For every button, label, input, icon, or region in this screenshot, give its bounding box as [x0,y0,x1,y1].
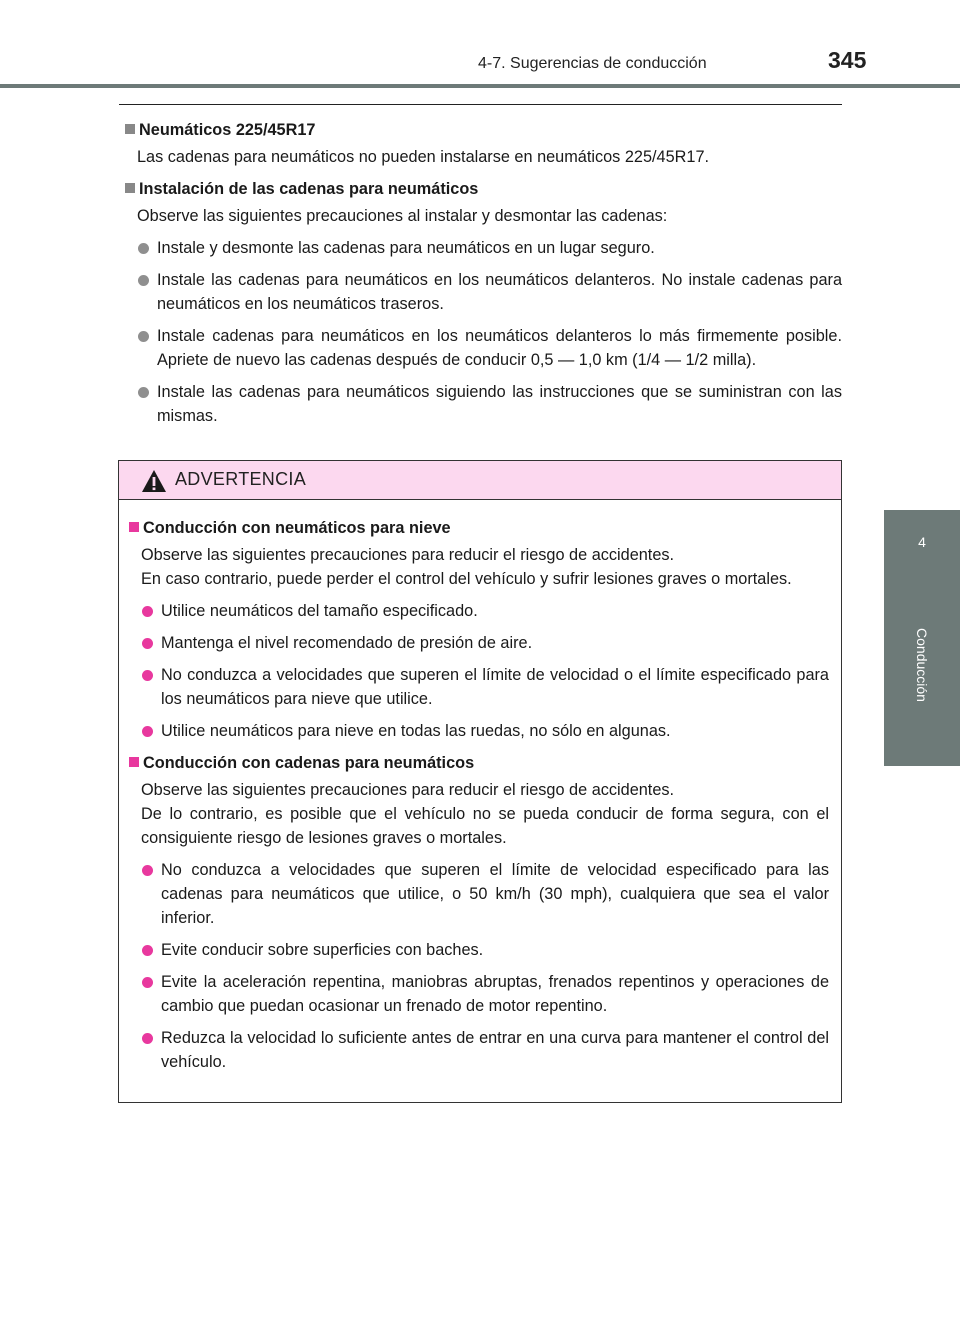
warning-line: Observe las siguientes precauciones para reducir el riesgo de accidentes. [141,781,675,799]
list-item-text: Instale las cadenas para neumáticos en los neumáticos delanteros. No instale cadenas para neumáticos en los neumáticos traseros. [157,271,842,313]
list-item-text: Instale las cadenas para neumáticos siguiendo las instrucciones que se suministran con las mismas. [157,383,842,425]
section-heading [125,177,842,201]
circle-bullet-icon [138,275,149,286]
chapter-label: Conducción [914,628,930,702]
circle-bullet-icon [138,331,149,342]
circle-bullet-icon [142,670,153,681]
list-item [129,970,829,1018]
circle-bullet-icon [138,243,149,254]
circle-bullet-icon [142,945,153,956]
warning-section-heading [129,516,829,540]
circle-bullet-icon [142,977,153,988]
warning-body [129,516,829,1082]
section-title: 4-7. Sugerencias de conducción [478,55,707,72]
list-item [129,858,829,930]
list-item-text: Utilice neumáticos para nieve en todas las ruedas, no sólo en algunas. [161,722,671,740]
warning-text [129,778,829,850]
list-item-text: Utilice neumáticos del tamaño especificado. [161,602,478,620]
section-heading [125,118,842,142]
page-number: 345 [828,47,867,73]
warning-triangle-icon [141,469,167,493]
list-item-text: Evite conducir sobre superficies con baches. [161,941,484,959]
chapter-tab [884,510,960,766]
circle-bullet-icon [138,387,149,398]
list-item-text: Evite la aceleración repentina, maniobras abruptas, frenados repentinos y operaciones de cambio que puedan ocasionar un frenado de motor repentino. [161,973,829,1015]
list-item-text: No conduzca a velocidades que superen el límite de velocidad o el límite especificado para los neumáticos para nieve que utilice. [161,666,829,708]
warning-header [119,461,841,500]
list-item-text: Reduzca la velocidad lo suficiente antes de entrar en una curva para mantener el control del vehículo. [161,1029,829,1071]
list-item [129,1026,829,1074]
circle-bullet-icon [142,638,153,649]
list-item [129,938,829,962]
section-heading-text: Neumáticos 225/45R17 [139,121,316,139]
main-content [125,118,842,436]
circle-bullet-icon [142,865,153,876]
list-item [125,380,842,428]
circle-bullet-icon [142,606,153,617]
list-item [125,324,842,372]
list-item [129,663,829,711]
section-text: Las cadenas para neumáticos no pueden instalarse en neumáticos 225/45R17. [137,148,710,166]
warning-heading-text: Conducción con cadenas para neumáticos [143,754,475,772]
list-item [129,631,829,655]
list-item [129,719,829,743]
chapter-number: 4 [918,534,926,550]
chapter-label-wrap [884,570,960,750]
list-item [125,236,842,260]
square-bullet-icon [129,522,139,532]
warning-line: Observe las siguientes precauciones para reducir el riesgo de accidentes. [141,546,675,564]
list-item-text: Instale cadenas para neumáticos en los neumáticos delanteros lo más firmemente posible. Apriete de nuevo las cadenas después de conducir 0,5 — 1,0 km (1/4 — 1/2 milla). [157,327,842,369]
warning-line: De lo contrario, es posible que el vehículo no se pueda conducir de forma segura, con el consiguiente riesgo de lesiones graves o mortales. [141,805,829,847]
warning-text [129,543,829,591]
list-item [129,599,829,623]
warning-heading-text: Conducción con neumáticos para nieve [143,519,451,537]
square-bullet-icon [125,124,135,134]
warning-section-heading [129,751,829,775]
warning-title: ADVERTENCIA [175,469,306,489]
list-item-text: Mantenga el nivel recomendado de presión de aire. [161,634,533,652]
section-heading-text: Instalación de las cadenas para neumáticos [139,180,479,198]
top-rule [119,104,842,105]
square-bullet-icon [129,757,139,767]
header-bar [0,84,960,88]
list-item [125,268,842,316]
circle-bullet-icon [142,726,153,737]
list-item-text: Instale y desmonte las cadenas para neumáticos en un lugar seguro. [157,239,655,257]
warning-box [118,460,842,1103]
list-item-text: No conduzca a velocidades que superen el límite de velocidad especificado para las cadenas para neumáticos que utilice, o 50 km/h (30 mph), cualquiera que sea el valor inferior. [161,861,829,927]
square-bullet-icon [125,183,135,193]
warning-line: En caso contrario, puede perder el control del vehículo y sufrir lesiones graves o mortales. [141,570,792,588]
section-text: Observe las siguientes precauciones al instalar y desmontar las cadenas: [137,207,668,225]
circle-bullet-icon [142,1033,153,1044]
